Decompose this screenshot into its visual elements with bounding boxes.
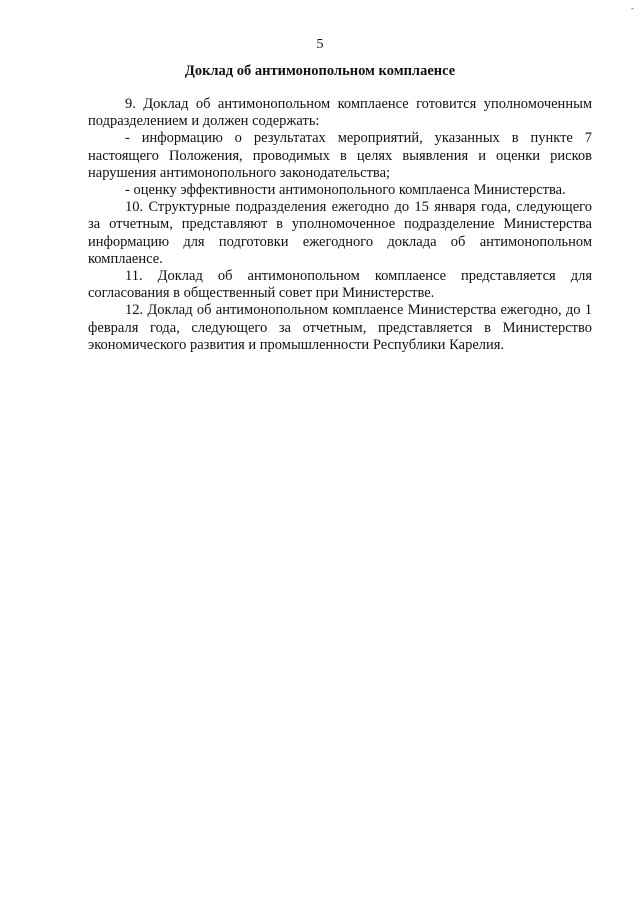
- document-body: [88, 96, 592, 354]
- paragraph-subitem-evaluation: - оценку эффективности антимонопольного комплаенса Министерства.: [125, 182, 566, 199]
- paragraph-subitem-information: - информацию о результатах мероприятий, указанных в пункте 7 настоящего Положения, проводимых в целях выявления и оценки рисков нарушения антимонопольного законодательства;: [88, 130, 592, 181]
- paragraph-item-11: 11. Доклад об антимонопольном комплаенсе представляется для согласования в общественный совет при Министерстве.: [88, 268, 592, 302]
- paragraph-item-10: 10. Структурные подразделения ежегодно до 15 января года, следующего за отчетным, представляют в уполномоченное подразделение Министерства информацию для подготовки ежегодного доклада об антимонопольном комплаенсе.: [88, 199, 592, 267]
- page-number: 5: [316, 37, 324, 52]
- paragraph-item-9: 9. Доклад об антимонопольном комплаенсе готовится уполномоченным подразделением и должен содержать:: [88, 96, 592, 130]
- corner-mark: -: [631, 3, 634, 13]
- document-title: Доклад об антимонопольном комплаенсе: [184, 63, 456, 79]
- paragraph-item-12: 12. Доклад об антимонопольном комплаенсе Министерства ежегодно, до 1 февраля года, следующего за отчетным, представляется в Министерство экономического развития и промышленности Республики Карелия.: [88, 302, 592, 353]
